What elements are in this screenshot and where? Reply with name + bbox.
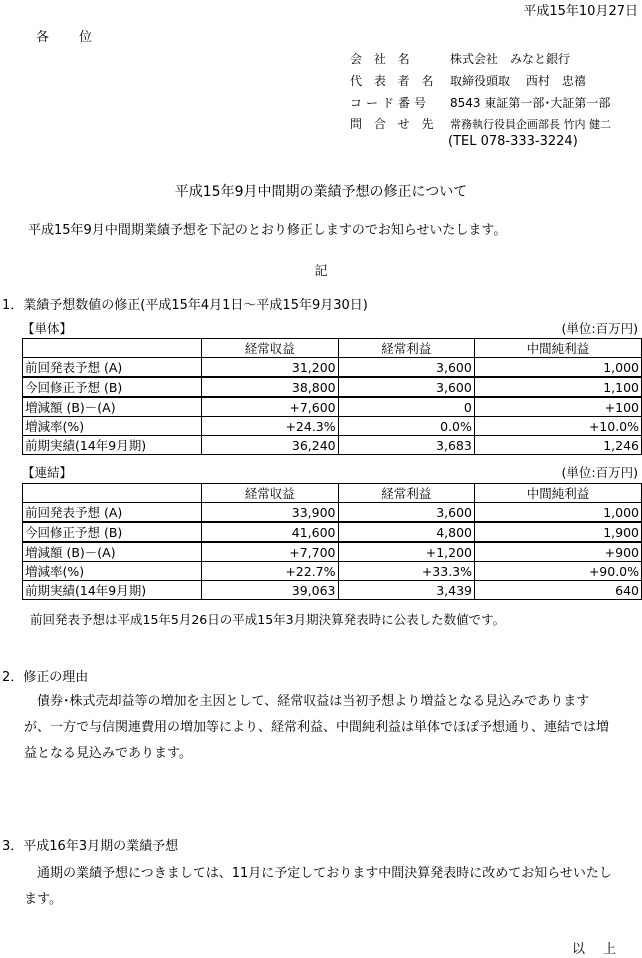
contact-row — [350, 115, 611, 132]
header-cell: 経常収益 — [202, 339, 339, 358]
table-cell: 1,246 — [474, 436, 641, 455]
table-header-row — [23, 339, 642, 358]
row-label: 前回発表予想 (A) — [23, 358, 202, 378]
header-cell: 経常利益 — [338, 484, 475, 503]
table-cell: 41,600 — [202, 522, 339, 542]
table-cell: 4,800 — [338, 522, 475, 542]
table-cell: 39,063 — [202, 581, 339, 600]
single-label: 【単体】 — [22, 321, 73, 336]
header-cell: 中間純利益 — [475, 484, 642, 503]
table-cell: +24.3% — [202, 417, 339, 436]
table-row — [23, 542, 642, 562]
contact-label: 問 合 せ 先 — [350, 117, 438, 131]
header-cell: 中間純利益 — [474, 339, 641, 358]
table-cell: 3,600 — [338, 377, 474, 397]
representative-row — [350, 72, 586, 89]
table-row — [23, 581, 642, 600]
header-cell — [23, 484, 202, 503]
single-table — [22, 338, 642, 455]
table-row — [23, 436, 642, 455]
addressee: 各位 — [36, 30, 123, 45]
table-row — [23, 562, 642, 581]
table-cell: 1,000 — [474, 358, 641, 378]
table-cell: +100 — [474, 397, 641, 417]
closing-mark: 以上 — [571, 942, 634, 957]
table-cell: +22.7% — [202, 562, 339, 581]
table-cell: 36,240 — [202, 436, 339, 455]
document-title: 平成15年9月中間期の業績予想の修正について — [174, 184, 468, 200]
table-cell: 1,900 — [475, 522, 642, 542]
table-cell: +7,700 — [202, 542, 339, 562]
table-cell: 31,200 — [202, 358, 339, 378]
consolidated-label: 【連結】 — [22, 465, 73, 480]
representative-name: 取締役頭取 西村 忠禧 — [450, 74, 586, 88]
table-cell: 3,439 — [338, 581, 475, 600]
table-cell: 33,900 — [202, 503, 339, 523]
row-label: 増減額 (B)－(A) — [23, 542, 202, 562]
row-label: 増減率(%) — [23, 417, 202, 436]
section3-heading: 3．平成16年3月期の業績予想 — [2, 839, 179, 854]
table-header-row — [23, 484, 642, 503]
section3-body: 通期の業績予想につきましては、11月に予定しております中間決算発表時に改めてお知らせいたします。 — [24, 866, 612, 907]
company-name: 株式会社 みなと銀行 — [450, 52, 571, 66]
company-label: 会 社 名 — [350, 52, 414, 66]
table-cell: 0 — [338, 397, 474, 417]
table-cell: 3,600 — [338, 358, 474, 378]
table-cell: +90.0% — [475, 562, 642, 581]
code-label: コード番号 — [350, 96, 431, 110]
forecast-note: 前回発表予想は平成15年5月26日の平成15年3月期決算発表時に公表した数値です。 — [30, 612, 506, 627]
table-row — [23, 377, 642, 397]
table-row — [23, 358, 642, 378]
header-cell — [23, 339, 202, 358]
document-date: 平成15年10月27日 — [523, 4, 638, 19]
code-row — [350, 94, 610, 111]
section1-heading: 1．業績予想数値の修正(平成15年4月1日～平成15年9月30日) — [2, 298, 368, 313]
table-cell: 3,683 — [338, 436, 474, 455]
contact-value: 常務執行役員企画部長 竹内 健二 — [450, 118, 611, 131]
table-cell: 0.0% — [338, 417, 474, 436]
ki-mark: 記 — [314, 264, 328, 279]
row-label: 今回修正予想 (B) — [23, 377, 202, 397]
header-cell: 経常収益 — [202, 484, 339, 503]
intro-text: 平成15年9月中間期業績予想を下記のとおり修正しますのでお知らせいたします。 — [28, 223, 507, 238]
table-cell: +7,600 — [202, 397, 339, 417]
company-row — [350, 50, 570, 67]
header-cell: 経常利益 — [338, 339, 474, 358]
row-label: 今回修正予想 (B) — [23, 522, 202, 542]
single-unit: (単位:百万円) — [561, 321, 638, 336]
table-row — [23, 417, 642, 436]
table-cell: 1,100 — [474, 377, 641, 397]
table-row — [23, 522, 642, 542]
row-label: 前回発表予想 (A) — [23, 503, 202, 523]
row-label: 前期実績(14年9月期) — [23, 581, 202, 600]
section2-heading: 2．修正の理由 — [2, 670, 89, 685]
contact-tel: (TEL 078-333-3224) — [448, 134, 578, 149]
table-cell: +900 — [475, 542, 642, 562]
row-label: 増減額 (B)－(A) — [23, 397, 202, 417]
consolidated-unit: (単位:百万円) — [561, 465, 638, 480]
table-cell: 640 — [475, 581, 642, 600]
code-value: 8543 東証第一部･大証第一部 — [450, 96, 611, 110]
row-label: 前期実績(14年9月期) — [23, 436, 202, 455]
table-row — [23, 503, 642, 523]
row-label: 増減率(%) — [23, 562, 202, 581]
table-row — [23, 397, 642, 417]
table-cell: +1,200 — [338, 542, 475, 562]
table-cell: 1,000 — [475, 503, 642, 523]
section2-body: 債券･株式売却益等の増加を主因として、経常収益は当初予想より増益となる見込みでありますが、一方で与信関連費用の増加等により、経常利益、中間純利益は単体でほぼ予想通り、連結では増益となる見込みであります。 — [24, 694, 610, 761]
representative-label: 代 表 者 名 — [350, 74, 438, 88]
table-cell: +33.3% — [338, 562, 475, 581]
table-cell: 3,600 — [338, 503, 475, 523]
table-cell: 38,800 — [202, 377, 339, 397]
table-cell: +10.0% — [474, 417, 641, 436]
consolidated-table — [22, 483, 642, 600]
